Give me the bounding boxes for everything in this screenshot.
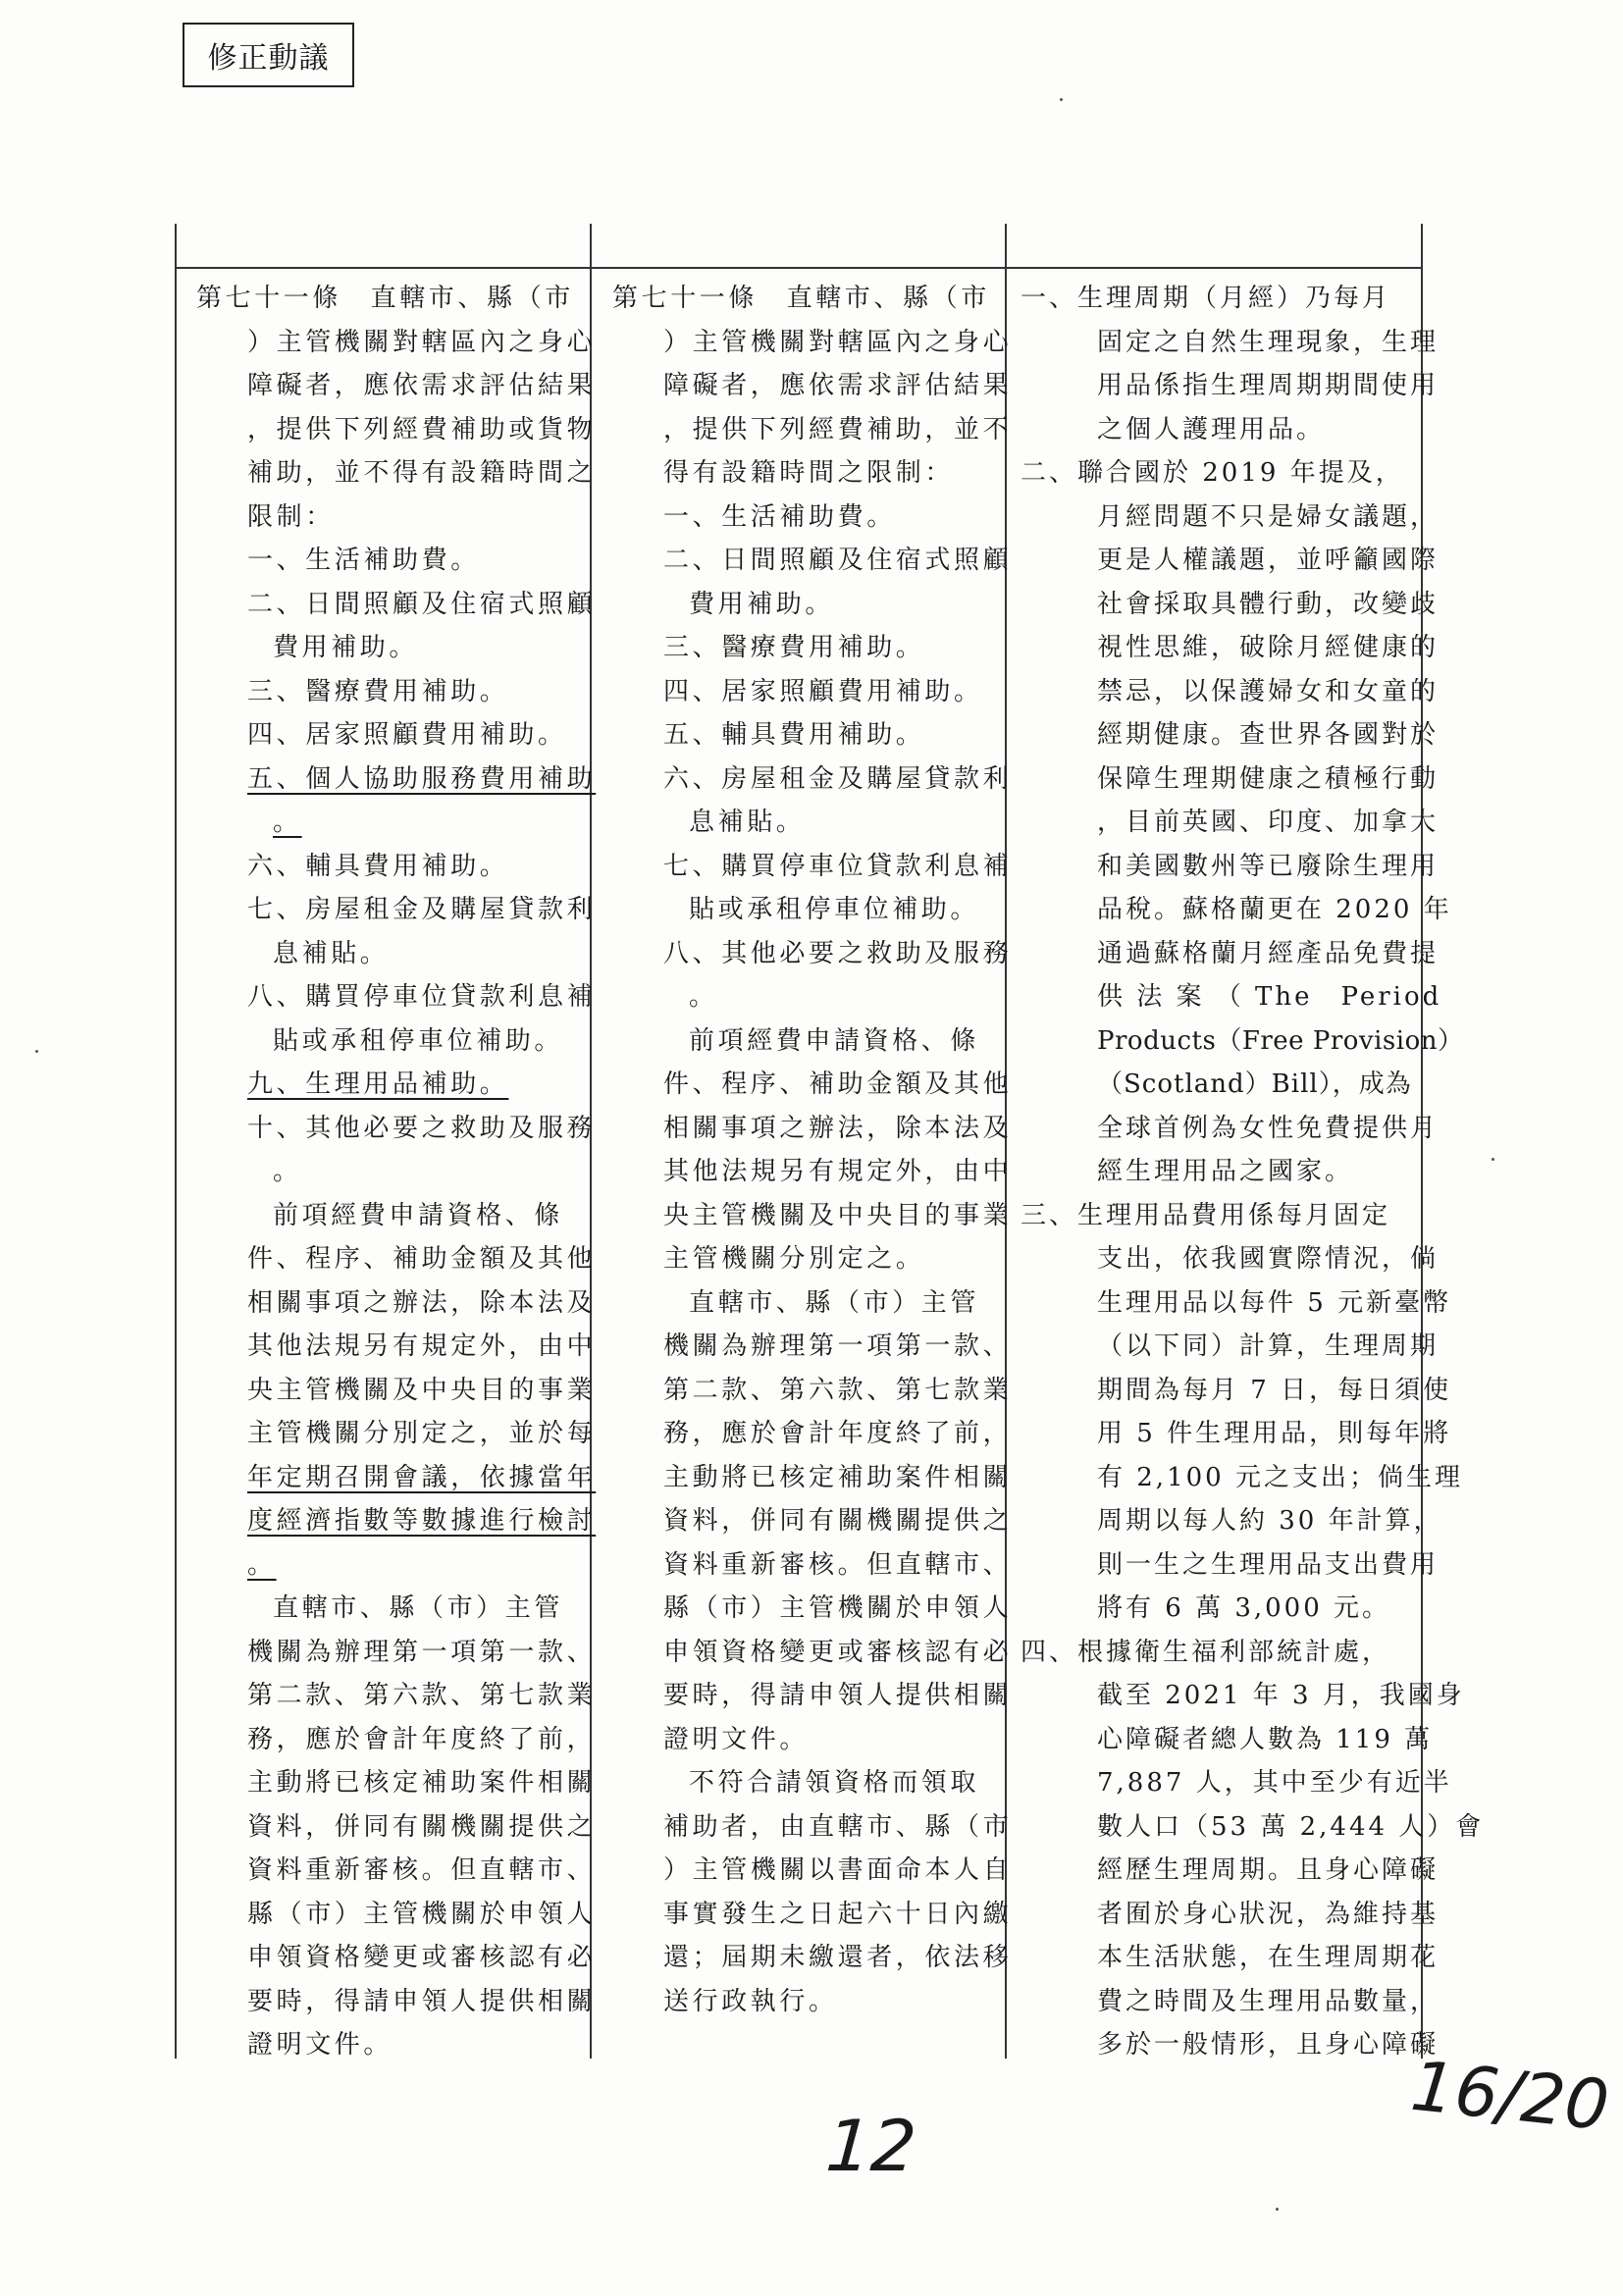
text-line: 品稅。蘇格蘭更在 2020 年 [1097,895,1452,924]
text-line: 期間為每月 7 日，每日須使 [1097,1375,1452,1405]
list-item: 三、醫療費用補助。 [663,633,925,662]
list-item-cont: 息補貼。 [273,938,390,968]
text-line: 件、程序、補助金額及其他 [247,1244,597,1274]
scan-speck [1492,1158,1494,1161]
text-line: ，目前英國、印度、加拿大 [1097,808,1440,837]
text-line: 第二款、第六款、第七款業 [247,1681,597,1710]
text-line: 補助，並不得有設籍時間之 [247,458,597,488]
text-line: 縣（市）主管機關於申領人 [663,1593,1013,1623]
text-line: 截至 2021 年 3 月，我國身 [1097,1681,1465,1710]
list-item: 二、日間照顧及住宿式照顧 [247,589,597,619]
text-line: ，提供下列經費補助，並不 [663,414,1013,444]
text-line: 還；屆期未繳還者，依法移 [663,1943,1013,1972]
text-line: 其他法規另有規定外，由中 [247,1331,597,1361]
text-line-new: 。 [247,1549,277,1580]
list-item: 一、生活補助費。 [663,501,896,532]
text-line: （Scotland）Bill），成為 [1097,1070,1412,1099]
text-line: 更是人權議題，並呼籲國際 [1097,546,1440,575]
text-line: 生理用品以每件 5 元新臺幣 [1097,1287,1452,1318]
text-line: 資料，併同有關機關提供之 [663,1506,1013,1536]
text-line: 央主管機關及中央目的事業 [663,1200,1013,1230]
text-line: 要時，得請申領人提供相關 [247,1986,597,2016]
text-line: 送行政執行。 [663,1986,838,2016]
text-line: 禁忌，以保護婦女和女童的 [1097,676,1440,706]
list-item: 三、醫療費用補助。 [247,676,509,706]
explanation-item: 四、根據衛生福利部統計處， [1021,1637,1391,1667]
scan-speck [35,1050,38,1053]
text-line: 主動將已核定補助案件相關 [663,1462,1013,1492]
list-item-cont: 費用補助。 [273,633,419,662]
text-line: 社會採取具體行動，改變歧 [1097,589,1440,619]
text-line: 經生理用品之國家。 [1097,1157,1354,1186]
paragraph-start: 直轄市、縣（市）主管 [273,1593,564,1623]
list-item-new: 九、生理用品補助。 [247,1070,509,1099]
text-line: Products（Free Provision） [1097,1025,1464,1056]
text-line: 通過蘇格蘭月經產品免費提 [1097,938,1440,968]
list-item-cont: 貼或承租停車位補助。 [689,895,980,924]
paragraph-start: 前項經費申請資格、條 [273,1200,564,1230]
list-item-new: 五、個人協助服務費用補助 [247,763,597,794]
text-line: 固定之自然生理現象，生理 [1097,327,1440,357]
text-line: ，提供下列經費補助或貨物 [247,414,597,444]
list-item: 六、輔具費用補助。 [247,851,509,881]
text-line: 相關事項之辦法，除本法及 [663,1113,1013,1143]
text-line: 全球首例為女性免費提供月 [1097,1113,1440,1143]
text-line: 障礙者，應依需求評估結果 [247,371,597,400]
list-item-cont: 息補貼。 [689,808,806,837]
text-line: 用品係指生理周期期間使用 [1097,371,1440,400]
text-line: 證明文件。 [663,1724,810,1754]
text-line: 其他法規另有規定外，由中 [663,1157,1013,1186]
column-explanation [1021,277,1484,2067]
text-line: 限制： [247,501,335,532]
page-number: 12 [823,2105,919,2187]
table-header-rule [175,267,1421,269]
list-item: 五、輔具費用補助。 [663,720,925,750]
list-item: 一、生活補助費。 [247,546,480,575]
text-line: 經歷生理周期。且身心障礙 [1097,1855,1440,1885]
text-line: 月經問題不只是婦女議題， [1097,501,1440,532]
text-line: 第七十一條 直轄市、縣（市 [196,284,574,313]
text-line: 申領資格變更或審核認有必 [247,1943,597,1972]
text-line: 有 2,100 元之支出；倘生理 [1097,1462,1463,1492]
column-amended-text [196,277,596,2067]
list-item: 十、其他必要之救助及服務 [247,1113,597,1143]
text-line: 費之時間及生理用品數量， [1097,1986,1440,2016]
text-line: （以下同）計算，生理周期 [1097,1331,1440,1361]
text-line: 主動將已核定補助案件相關 [247,1768,597,1798]
text-line: 件、程序、補助金額及其他 [663,1070,1013,1099]
text-line: 數人口（53 萬 2,444 人）會 [1097,1811,1485,1842]
text-line: 縣（市）主管機關於申領人 [247,1899,597,1929]
scan-speck [1060,98,1063,101]
list-item: 八、購買停車位貸款利息補 [247,982,597,1012]
text-line: 資料重新審核。但直轄市、 [663,1549,1013,1580]
text-line: 補助者，由直轄市、縣（市 [663,1811,1013,1842]
text-line: ）主管機關以書面命本人自 [663,1855,1013,1885]
text-line: 周期以每人約 30 年計算， [1097,1506,1442,1536]
text-line: 主管機關分別定之。 [663,1244,925,1274]
explanation-item: 三、生理用品費用係每月固定 [1021,1200,1391,1230]
column-current-text [612,277,1012,2023]
explanation-item: 二、聯合國於 2019 年提及， [1021,458,1404,488]
list-item-cont: 。 [273,808,302,837]
list-item: 四、居家照顧費用補助。 [663,676,983,706]
text-line: 第七十一條 直轄市、縣（市 [612,284,990,313]
list-item: 八、其他必要之救助及服務 [663,938,1013,968]
text-line: 務，應於會計年度終了前， [247,1724,597,1754]
text-line: 機關為辦理第一項第一款、 [247,1637,597,1667]
text-line: 得有設籍時間之限制： [663,458,955,488]
text-line: 主管機關分別定之，並於每 [247,1419,597,1448]
text-line-new: 度經濟指數等數據進行檢討 [247,1506,597,1536]
text-line: 務，應於會計年度終了前， [663,1419,1013,1448]
text-line: 用 5 件生理用品，則每年將 [1097,1419,1452,1448]
text-line: 則一生之生理用品支出費用 [1097,1549,1440,1580]
text-line: 保障生理期健康之積極行動 [1097,763,1440,794]
text-line: 本生活狀態，在生理周期花 [1097,1943,1440,1972]
text-line: 經期健康。查世界各國對於 [1097,720,1440,750]
list-item-cont: 。 [689,982,718,1012]
text-line: 相關事項之辦法，除本法及 [247,1287,597,1318]
list-item-cont: 費用補助。 [689,589,835,619]
text-line: 申領資格變更或審核認有必 [663,1637,1013,1667]
text-line: 7,887 人，其中至少有近半 [1097,1768,1452,1798]
list-item: 七、購買停車位貸款利息補 [663,851,1013,881]
text-line: 證明文件。 [247,2030,393,2060]
table-border-left [175,224,177,2059]
text-line: 供 法 案 （ The Period [1097,982,1442,1012]
explanation-item: 一、生理周期（月經）乃每月 [1021,284,1391,313]
text-line: 資料，併同有關機關提供之 [247,1811,597,1842]
text-line: 機關為辦理第一項第一款、 [663,1331,1013,1361]
paragraph-start: 前項經費申請資格、條 [689,1025,980,1056]
text-line: 和美國數州等已廢除生理用 [1097,851,1440,881]
text-line: 將有 6 萬 3,000 元。 [1097,1593,1391,1623]
text-line-new: 年定期召開會議，依據當年 [247,1462,597,1492]
scan-speck [1276,2208,1279,2211]
text-line: 第二款、第六款、第七款業 [663,1375,1013,1405]
amendment-stamp: 修正動議 [183,23,354,87]
text-line: 資料重新審核。但直轄市、 [247,1855,597,1885]
text-line: 之個人護理用品。 [1097,414,1326,444]
text-line: ）主管機關對轄區內之身心 [247,327,597,357]
text-line: 視性思維，破除月經健康的 [1097,633,1440,662]
text-line: 要時，得請申領人提供相關 [663,1681,1013,1710]
text-line: 心障礙者總人數為 119 萬 [1097,1724,1434,1754]
paragraph-start: 直轄市、縣（市）主管 [689,1287,980,1318]
list-item: 六、房屋租金及購屋貸款利 [663,763,1013,794]
page-fraction: 16/20 [1407,2045,1613,2147]
list-item: 二、日間照顧及住宿式照顧 [663,546,1013,575]
text-line: ）主管機關對轄區內之身心 [663,327,1013,357]
text-line: 者囿於身心狀況，為維持基 [1097,1899,1440,1929]
text-line: 支出，依我國實際情況，倘 [1097,1244,1440,1274]
text-line: 央主管機關及中央目的事業 [247,1375,597,1405]
list-item-cont: 。 [273,1157,302,1186]
text-line: 事實發生之日起六十日內繳 [663,1899,1013,1929]
list-item: 四、居家照顧費用補助。 [247,720,567,750]
text-line: 多於一般情形，且身心障礙 [1097,2030,1440,2060]
text-line: 障礙者，應依需求評估結果 [663,371,1013,400]
list-item: 七、房屋租金及購屋貸款利 [247,895,597,924]
list-item-cont: 貼或承租停車位補助。 [273,1025,564,1056]
paragraph-start: 不符合請領資格而領取 [689,1768,980,1798]
